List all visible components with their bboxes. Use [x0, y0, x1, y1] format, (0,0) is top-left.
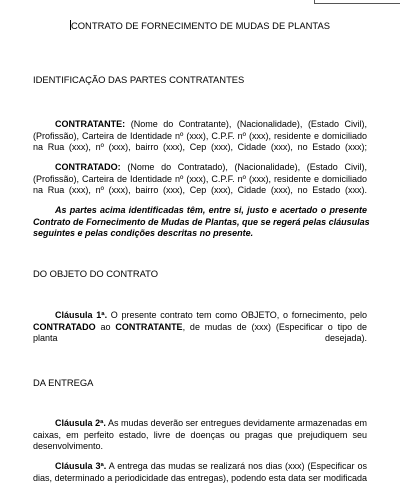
contratado-line2: (Profissão), Carteira de Identidade nº (xxx), C.P.F. nº (xxx), residente e domiciliado [33, 173, 367, 184]
clause3-line1: A entrega das mudas se realizará nos dias (xxx) (Especificar os [108, 461, 367, 471]
clause2-label: Cláusula 2ª. [55, 418, 106, 428]
clause1-contratante: CONTRATANTE [115, 321, 183, 332]
document-title-text: CONTRATO DE FORNECIMENTO DE MUDAS DE PLANTAS [70, 20, 331, 31]
paragraph-clause1 [33, 310, 367, 345]
clause1-ao: ao [100, 321, 111, 332]
preamble-line1: As partes acima identificadas têm, entre si, justo e acertado o presente [55, 205, 367, 215]
paragraph-contratante [33, 119, 367, 154]
clause1-line3-right: desejada). [324, 333, 367, 344]
section-heading-delivery: DA ENTREGA [33, 377, 94, 388]
preamble-line3: seguintes e pelas condições descritas no presente. [33, 228, 254, 239]
contratante-line2: (Profissão), Carteira de Identidade nº (xxx), C.P.F. nº (xxx), residente e domiciliado [33, 130, 367, 141]
contratante-line1: (Nome do Contratante), (Nacionalidade), (Estado Civil), [130, 119, 367, 129]
contratado-label: CONTRATADO: [55, 162, 121, 172]
contratante-label: CONTRATANTE: [55, 119, 126, 129]
clause1-line1: O presente contrato tem como OBJETO, o fornecimento, pelo [110, 310, 367, 320]
clause1-label: Cláusula 1ª. [55, 310, 108, 320]
clause3-line2: dias, determinado a periodicidade das entregas), podendo esta data ser modificada [33, 472, 367, 483]
clause3-label: Cláusula 3ª. [55, 461, 107, 471]
document-title [0, 20, 400, 31]
clause2-line2: caixas, em perfeito estado, livre de doenças ou pragas que prejudiquem seu [33, 429, 367, 440]
preamble-line2: Contrato de Fornecimento de Mudas de Plantas, que se regerá pelas cláusulas [33, 216, 370, 227]
paragraph-preamble [33, 205, 370, 240]
paragraph-clause2 [33, 418, 367, 453]
contratante-line3: na Rua (xxx), nº (xxx), bairro (xxx), Cep (xxx), Cidade (xxx), no Estado (xxx); [33, 142, 367, 153]
section-heading-identification: IDENTIFICAÇÃO DAS PARTES CONTRATANTES [33, 74, 245, 85]
contratado-line1: (Nome do Contratado), (Nacionalidade), (Estado Civil), [127, 162, 367, 172]
contratado-line3: na Rua (xxx), nº (xxx), bairro (xxx), Cep (xxx), Cidade (xxx), no Estado (xxx). [33, 185, 367, 196]
paragraph-clause3 [33, 461, 367, 484]
section-heading-object: DO OBJETO DO CONTRATO [33, 268, 159, 279]
clause2-line1: As mudas deverão ser entregues devidamente armazenadas em [107, 418, 367, 428]
clause1-contratado: CONTRATADO [33, 321, 96, 332]
paragraph-contratado [33, 162, 367, 197]
clause1-line2-rest: , de mudas de (xxx) (Especificar o tipo de [182, 321, 367, 332]
clause2-line3: desenvolvimento. [33, 441, 104, 452]
clause1-line3-left: planta [33, 333, 58, 344]
page-corner-mark [314, 0, 400, 4]
